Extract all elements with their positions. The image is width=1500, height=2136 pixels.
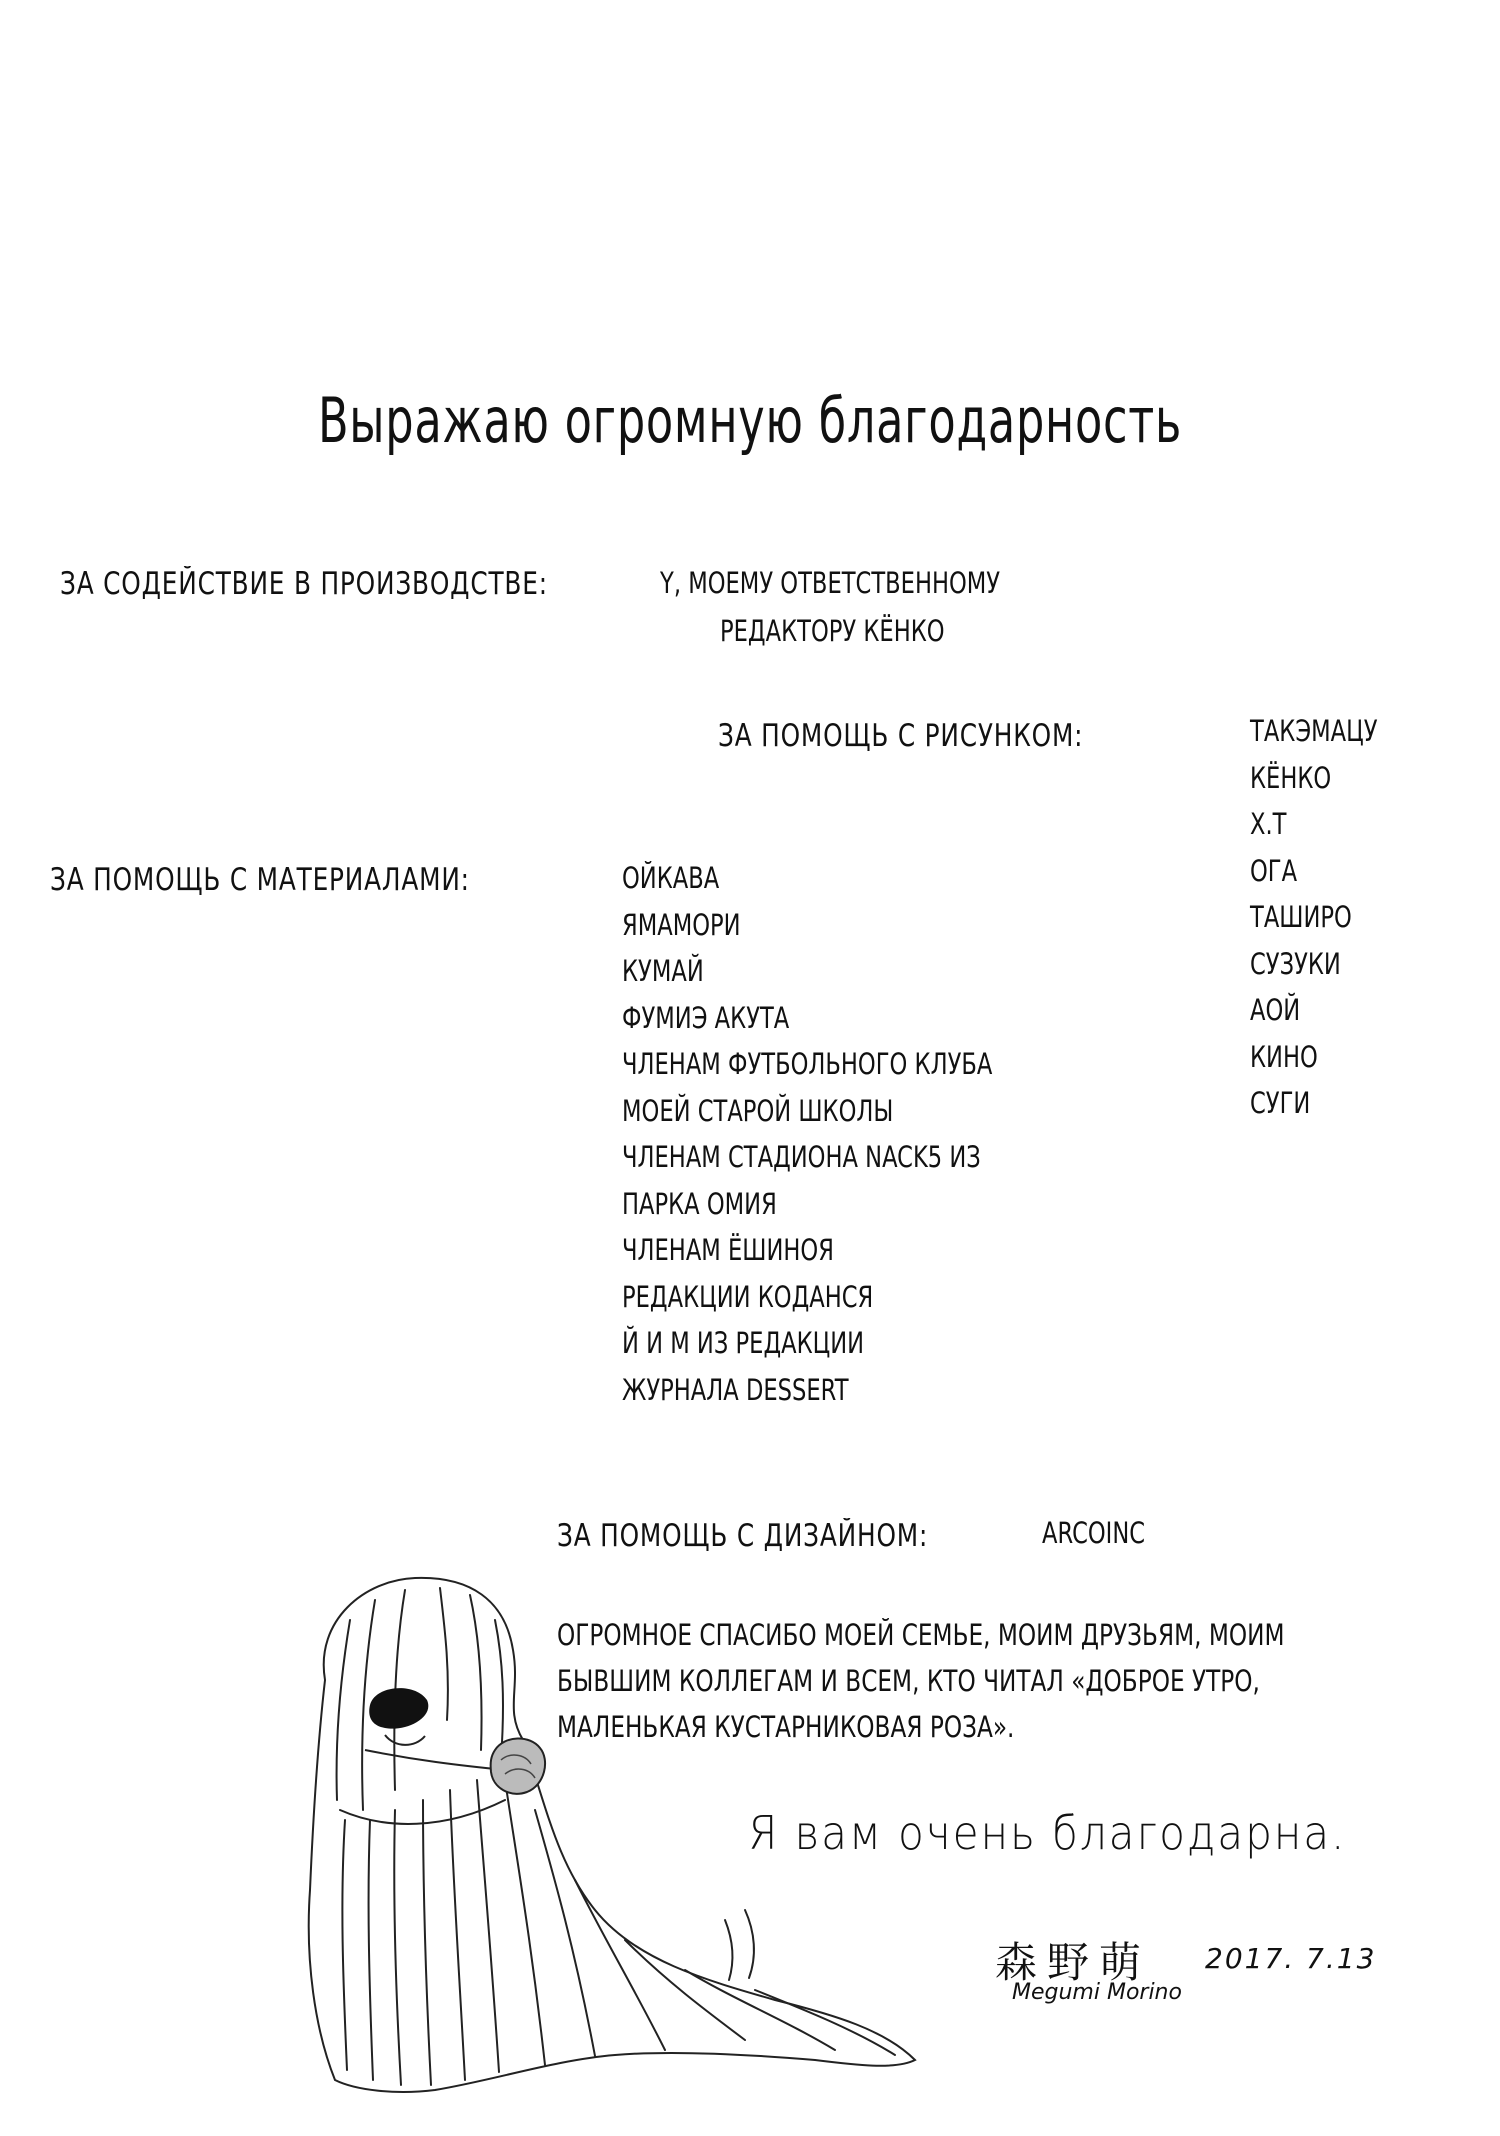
production-line-1: Y, МОЕМУ ОТВЕТСТВЕННОМУ xyxy=(660,566,1001,600)
list-item: ПАРКА ОМИЯ xyxy=(622,1186,777,1221)
list-item: ОГА xyxy=(1250,853,1298,888)
materials-label: ЗА ПОМОЩЬ С МАТЕРИАЛАМИ: xyxy=(50,862,470,898)
list-item: АОЙ xyxy=(1250,993,1301,1027)
list-item: ТАКЭМАЦУ xyxy=(1250,714,1378,748)
signature-japanese: 森野萌 xyxy=(995,1938,1152,1987)
list-item: КИНО xyxy=(1250,1039,1318,1074)
production-line-2: РЕДАКТОРУ КЁНКО xyxy=(720,614,945,648)
list-item: ТАШИРО xyxy=(1250,900,1352,934)
design-label: ЗА ПОМОЩЬ С ДИЗАЙНОМ: xyxy=(557,1518,929,1554)
page-title: Выражаю огромную благодарность xyxy=(317,384,1183,457)
thanks-line-1: ОГРОМНОЕ СПАСИБО МОЕЙ СЕМЬЕ, МОИМ ДРУЗЬЯМ, МОИМ xyxy=(557,1618,1285,1652)
list-item: СУЗУКИ xyxy=(1250,946,1341,981)
design-value: ARCOINC xyxy=(1042,1516,1146,1550)
list-item: ЯМАМОРИ xyxy=(622,907,741,942)
drawing-names-list xyxy=(1250,708,1377,1127)
dog-nose xyxy=(369,1688,428,1729)
list-item: ЧЛЕНАМ СТАДИОНА NACK5 ИЗ xyxy=(622,1140,981,1174)
list-item: ЧЛЕНАМ ЁШИНОЯ xyxy=(622,1233,834,1267)
list-item: СУГИ xyxy=(1250,1086,1311,1120)
list-item: РЕДАКЦИИ КОДАНСЯ xyxy=(622,1279,874,1314)
list-item: ФУМИЭ АКУТА xyxy=(622,1000,790,1035)
materials-names-list xyxy=(622,855,992,1413)
thanks-line-2: БЫВШИМ КОЛЛЕГАМ И ВСЕМ, КТО ЧИТАЛ «ДОБРОЕ УТРО, xyxy=(557,1664,1260,1698)
thanks-paragraph xyxy=(557,1612,1285,1750)
signature-romaji: Megumi Morino xyxy=(1012,1980,1182,2005)
list-item: Х.Т xyxy=(1250,807,1287,841)
closing-line: Я вам очень благодарна. xyxy=(748,1806,1347,1860)
list-item: КЁНКО xyxy=(1250,760,1332,795)
list-item: ОЙКАВА xyxy=(622,861,720,895)
list-item: ЧЛЕНАМ ФУТБОЛЬНОГО КЛУБА xyxy=(622,1047,993,1081)
signature-date: 2017. 7.13 xyxy=(1205,1942,1377,1975)
list-item: КУМАЙ xyxy=(622,954,704,988)
list-item: Й И М ИЗ РЕДАКЦИИ xyxy=(622,1326,865,1360)
list-item: ЖУРНАЛА DESSERT xyxy=(622,1372,849,1407)
drawing-label: ЗА ПОМОЩЬ С РИСУНКОМ: xyxy=(718,718,1084,754)
list-item: МОЕЙ СТАРОЙ ШКОЛЫ xyxy=(622,1093,894,1128)
production-label: ЗА СОДЕЙСТВИЕ В ПРОИЗВОДСТВЕ: xyxy=(60,566,548,602)
thanks-line-3: МАЛЕНЬКАЯ КУСТАРНИКОВАЯ РОЗА». xyxy=(557,1710,1015,1744)
rose-flower xyxy=(491,1738,545,1793)
